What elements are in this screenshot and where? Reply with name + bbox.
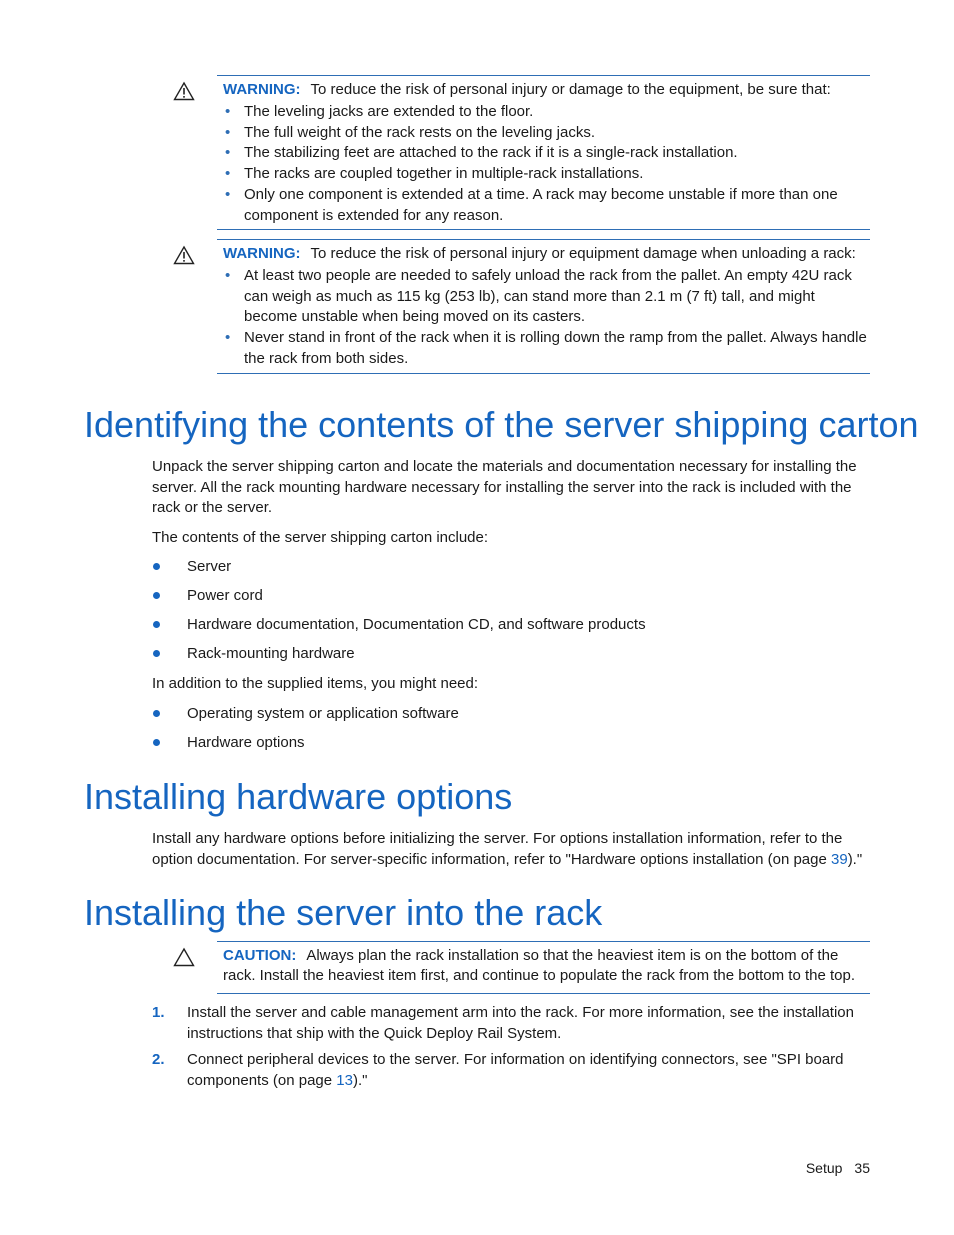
bullet-list <box>152 704 459 762</box>
list-item: Hardware documentation, Documentation CD, and software products <box>152 615 646 644</box>
warning-keyword: WARNING: <box>223 81 301 98</box>
footer-section: Setup <box>805 1160 843 1176</box>
step-item <box>152 1049 870 1091</box>
warning-lead <box>223 80 870 100</box>
list-item: • Only one component is extended at a time. A rack may become unstable if more than one component is extended for any reason. <box>223 185 870 226</box>
section-heading: Identifying the contents of the server shipping carton <box>84 404 919 445</box>
step-item <box>152 1002 870 1044</box>
caution-body: Always plan the rack installation so that the heaviest item is on the bottom of the rack. Install the heaviest item first, and continue to populate the rack from the bottom to the top. <box>223 947 856 984</box>
step-text: )." <box>352 1072 368 1089</box>
step-number: 1. <box>152 1004 165 1021</box>
warning-list <box>217 102 870 226</box>
list-item: • The full weight of the rack rests on the leveling jacks. <box>223 123 870 144</box>
list-item: Power cord <box>152 586 646 615</box>
step-text: Connect peripheral devices to the server. For information on identifying connectors, see "SPI board components (on page <box>187 1051 844 1089</box>
caution-triangle-icon <box>173 947 195 967</box>
paragraph: Unpack the server shipping carton and locate the materials and documentation necessary for installing the server. All the rack mounting hardware necessary for installing the server into the rack is included with the rack or the server. <box>152 458 857 517</box>
page-footer <box>806 1158 870 1178</box>
paragraph-text: Install any hardware options before initializing the server. For options installation information, refer to the option documentation. For server-specific information, refer to "Hardware options installation (on page <box>152 830 843 868</box>
warning-lead <box>223 244 870 264</box>
list-item: • At least two people are needed to safely unload the rack from the pallet. An empty 42U rack can weigh as much as 115 kg (253 lb), can stand more than 2.1 m (7 ft) tall, and might become unstable when being moved on its casters. <box>223 266 870 328</box>
paragraph <box>152 829 870 870</box>
paragraph-text: )." <box>847 850 863 868</box>
paragraph: The contents of the server shipping carton include: <box>152 529 489 546</box>
list-item: Server <box>152 557 646 586</box>
page-link[interactable]: 13 <box>336 1072 353 1089</box>
caution-text <box>223 946 870 986</box>
warning-triangle-icon <box>173 81 195 101</box>
caution-keyword: CAUTION: <box>223 947 297 964</box>
warning-box <box>217 75 870 230</box>
list-item: • The stabilizing feet are attached to the rack if it is a single-rack installation. <box>223 143 870 164</box>
list-item: • The leveling jacks are extended to the floor. <box>223 102 870 123</box>
list-item: Operating system or application software <box>152 704 459 733</box>
bullet-list <box>152 557 646 673</box>
paragraph: In addition to the supplied items, you might need: <box>152 675 479 692</box>
section-heading: Installing hardware options <box>84 776 513 817</box>
warning-box <box>217 239 870 374</box>
warning-text: To reduce the risk of personal injury or damage to the equipment, be sure that: <box>310 81 831 98</box>
page-link[interactable]: 39 <box>831 850 848 868</box>
warning-text: To reduce the risk of personal injury or equipment damage when unloading a rack: <box>310 245 856 262</box>
numbered-steps <box>152 1002 870 1096</box>
list-item: Rack-mounting hardware <box>152 644 646 673</box>
step-number: 2. <box>152 1051 165 1068</box>
warning-keyword: WARNING: <box>223 245 301 262</box>
list-item: • The racks are coupled together in multiple-rack installations. <box>223 164 870 185</box>
list-item: • Never stand in front of the rack when it is rolling down the ramp from the pallet. Always handle the rack from both sides. <box>223 328 870 369</box>
caution-box <box>217 941 870 994</box>
list-item: Hardware options <box>152 733 459 762</box>
warning-triangle-icon <box>173 245 195 265</box>
section-heading: Installing the server into the rack <box>84 892 603 933</box>
warning-list <box>217 266 870 370</box>
step-text: Install the server and cable management arm into the rack. For more information, see the installation instructions that ship with the Quick Deploy Rail System. <box>187 1004 854 1042</box>
page-number: 35 <box>854 1160 870 1176</box>
